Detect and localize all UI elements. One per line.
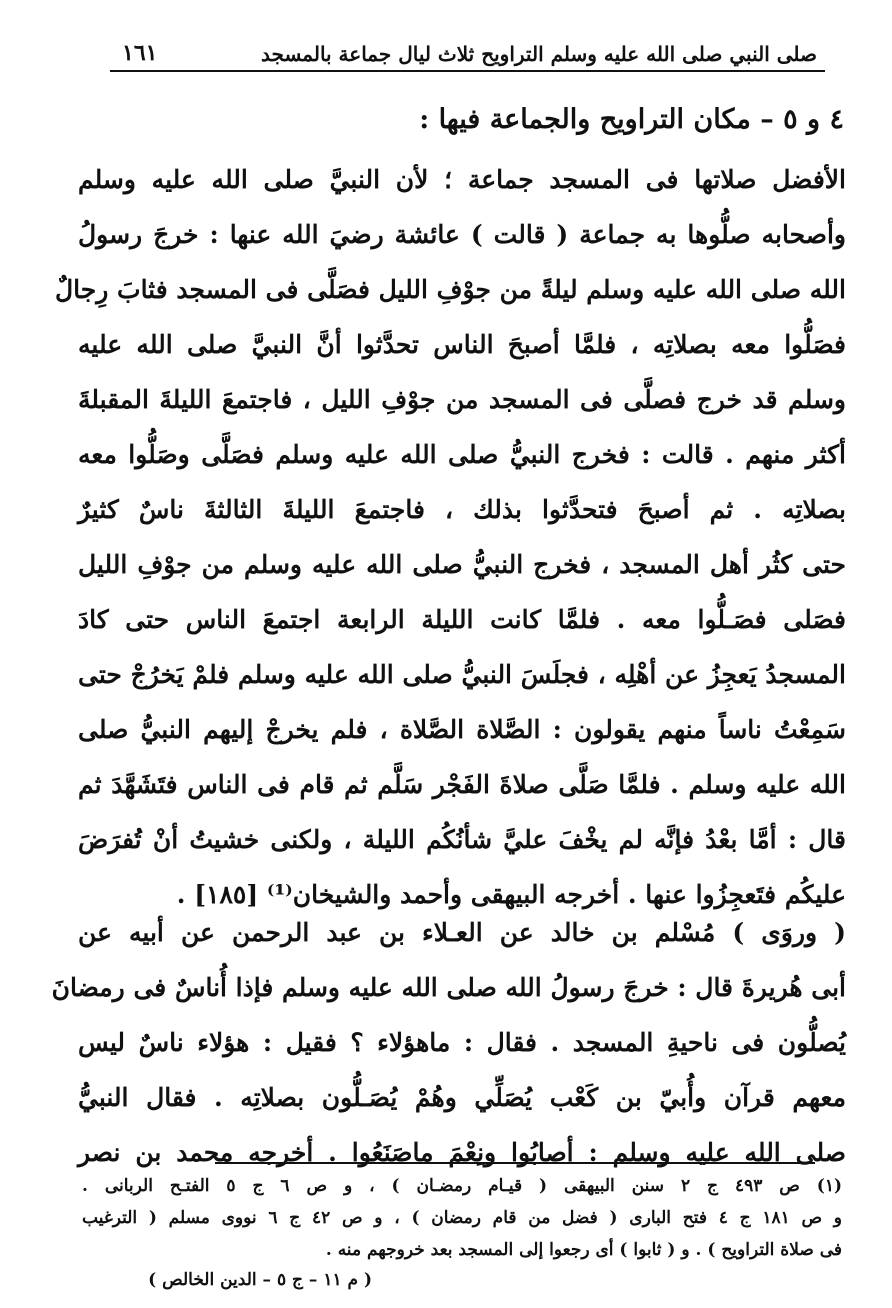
page-number: ١٦١ (122, 40, 158, 66)
footnote-line: و ص ١٨١ ج ٤ فتح البارى ( فضل من قام رمضان ) ، و ص ٤٢ ج ٦ نووى مسلم ( الترغيب (82, 1208, 842, 1228)
text-line: المسجدُ يَعجِزُ عن أهْلِه ، فجلَسَ النبيُّ صلى الله عليه وسلم فلمْ يَخرُجْ حتى (78, 660, 846, 689)
text-line: حتى كثُر أهل المسجد ، فخرج النبيُّ صلى الله عليه وسلم من جوْفِ الليل (78, 550, 846, 579)
footnote-line: (١) ص ٤٩٣ ج ٢ سنن البيهقى ( قيـام رمضـان ) ، و ص ٦ ج ٥ الفتـح الربانى . (82, 1176, 842, 1196)
footnote-line: فى صلاة التراويح ) . و ( ثابوا ) أى رجعوا إلى المسجد بعد خروجهم منه . (325, 1240, 842, 1260)
text-line: فصَلُّوا معه بصلاتِه ، فلمَّا أصبحَ الناس تحدَّثوا أنَّ النبيَّ صلى الله عليه (78, 330, 846, 359)
text-line: الله صلى الله عليه وسلم ليلةً من جوْفِ الليل فصَلَّى فى المسجد فثابَ رِجالٌ (55, 275, 846, 304)
text-line: عليكُم فتَعجِزُوا عنها . أخرجه البيهقى وأحمد والشيخان⁽¹⁾ [١٨٥] . (176, 880, 846, 909)
running-title: صلى النبي صلى الله عليه وسلم التراويح ثلاث ليال جماعة بالمسجد (261, 42, 817, 66)
footnotes (82, 1170, 842, 1266)
text-line: وأصحابه صلُّوها به جماعة ( قالت ) عائشة رضيَ الله عنها : خرجَ رسولُ (78, 220, 846, 249)
text-line: أبى هُريرةَ قال : خرجَ رسولُ الله صلى الله عليه وسلم فإذا أُناسٌ فى رمضانَ (51, 973, 846, 1002)
text-line: الأفضل صلاتها فى المسجد جماعة ؛ لأن النبيَّ صلى الله عليه وسلم (78, 165, 846, 194)
page-header (110, 36, 825, 72)
text-line: صلى الله عليه وسلم : أصابُوا ونِعْمَ ماصَنَعُوا . أخرجه محمد بن نصر (78, 1138, 846, 1167)
text-line: بصلاتِه . ثم أصبحَ فتحدَّثوا بذلك ، فاجتمعَ الليلةَ الثالثةَ ناسٌ كثيرٌ (78, 495, 846, 524)
text-line: فصَلى فصَـلُّوا معه . فلمَّا كانت الليلة الرابعة اجتمعَ الناس حتى كادَ (78, 605, 846, 634)
paragraph-aisha-hadith (55, 152, 846, 922)
text-line: الله عليه وسلم . فلمَّا صَلَّى صلاةَ الفَجْر سَلَّم ثم قام فى الناس فتَشَهَّدَ ثم (78, 770, 846, 799)
text-line: معهم قرآن وأُبيّ بن كَعْب يُصَلِّي وهُمْ يُصَـلُّون بصلاتِه . فقال النبيُّ (78, 1083, 846, 1112)
text-line: سَمِعْتُ ناساً منهم يقولون : الصَّلاة الصَّلاة ، فلم يخرجْ إليهم النبيُّ صلى (78, 715, 846, 744)
text-line: أكثر منهم . قالت : فخرج النبيُّ صلى الله عليه وسلم فصَلَّى وصَلُّوا معه (78, 440, 846, 469)
paragraph-abu-hurayra-hadith (51, 905, 846, 1180)
printer-signature: ( م ١١ – ج ٥ – الدين الخالص ) (148, 1270, 372, 1290)
section-heading: ٤ و ٥ – مكان التراويح والجماعة فيها : (419, 104, 844, 135)
text-line: وسلم قد خرج فصلَّى فى المسجد من جوْفِ الليل ، فاجتمعَ الليلةَ المقبلةَ (78, 385, 846, 414)
text-line: ( وروَى ) مُسْلم بن خالد عن العـلاء بن عبد الرحمن عن أبيه عن (78, 918, 846, 947)
text-line: يُصلُّون فى ناحيةِ المسجد . فقال : ماهؤلاء ؟ فقيل : هؤلاء ناسٌ ليس (78, 1028, 846, 1057)
footnote-separator (215, 1162, 815, 1164)
text-line: قال : أمَّا بعْدُ فإنَّه لم يخْفَ عليَّ شأنُكُم الليلة ، ولكنى خشيتُ أنْ تُفرَضَ (78, 825, 846, 854)
